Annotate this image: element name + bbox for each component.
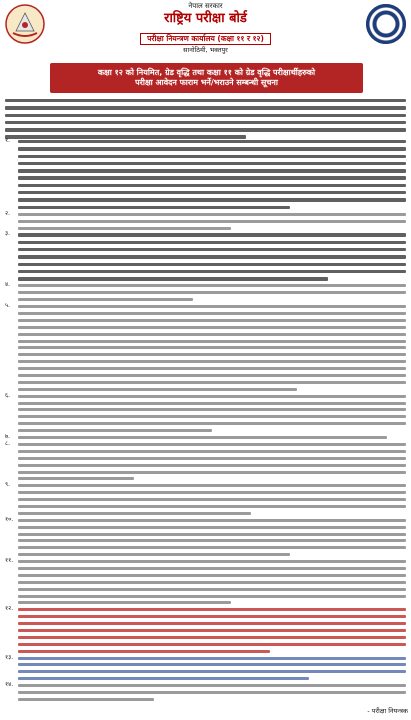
text-line (18, 512, 251, 515)
text-line (18, 429, 212, 432)
item-text (18, 443, 406, 480)
notice-item (5, 439, 406, 480)
text-line (18, 184, 406, 187)
text-line (18, 670, 406, 673)
text-line (18, 284, 406, 287)
text-line (18, 298, 193, 301)
text-line (18, 233, 406, 236)
text-line (18, 346, 406, 349)
notice-item (5, 137, 406, 209)
item-number: ३. (5, 230, 11, 238)
office-location: सानोठिमी, भक्तपुर (183, 46, 228, 54)
text-line (5, 128, 406, 131)
text-line (18, 319, 406, 322)
text-line (5, 114, 406, 117)
text-line (18, 220, 406, 223)
header-text (50, 0, 361, 55)
item-text (18, 140, 406, 209)
notice-item (5, 302, 406, 391)
notice-item (5, 481, 406, 515)
text-line (18, 464, 406, 467)
text-line (18, 650, 270, 653)
text-line (18, 553, 290, 556)
notice-items (5, 137, 406, 705)
item-text (18, 213, 406, 230)
item-text (18, 233, 406, 280)
text-line (18, 415, 406, 418)
text-line (18, 291, 406, 294)
text-line (18, 581, 406, 584)
notice-item (5, 605, 406, 652)
notice-item (5, 515, 406, 556)
item-text (18, 436, 406, 439)
govt-label: नेपाल सरकार (188, 2, 223, 10)
item-number: ६. (5, 391, 11, 399)
text-line (18, 147, 406, 150)
text-line (18, 312, 406, 315)
text-line (18, 595, 406, 598)
text-line (18, 241, 406, 244)
text-line (18, 491, 406, 494)
text-line (18, 533, 406, 536)
notice-item (5, 230, 406, 280)
item-number: २. (5, 209, 11, 217)
text-line (18, 395, 406, 398)
text-line (18, 519, 406, 522)
notice-item (5, 681, 406, 701)
text-line (18, 560, 406, 563)
item-number: ११. (5, 557, 14, 565)
text-line (18, 191, 406, 194)
text-line (18, 615, 406, 618)
text-line (18, 353, 406, 356)
item-number: १४. (5, 681, 14, 689)
text-line (18, 388, 297, 391)
text-line (18, 213, 406, 216)
notice-item (5, 209, 406, 230)
office-subtitle: परीक्षा नियन्त्रण कार्यालय (कक्षा ११ र १२) (140, 33, 271, 45)
text-line (18, 443, 406, 446)
signatory: - परीक्षा नियन्त्रक (367, 707, 408, 715)
text-line (18, 629, 406, 632)
notice-header (0, 0, 411, 58)
text-line (18, 663, 406, 666)
text-line (18, 643, 406, 646)
text-line (18, 608, 406, 611)
text-line (18, 277, 328, 280)
text-line (18, 450, 406, 453)
item-number: ५. (5, 302, 11, 310)
text-line (18, 422, 406, 425)
item-number: ८. (5, 439, 11, 447)
text-line (18, 270, 406, 273)
text-line (18, 367, 406, 370)
text-line (18, 381, 406, 384)
item-number: ९. (5, 481, 11, 489)
item-text (18, 484, 406, 515)
text-line (18, 477, 134, 480)
text-line (18, 326, 406, 329)
text-line (5, 99, 406, 102)
text-line (18, 526, 406, 529)
notice-item (5, 433, 406, 441)
item-number: १०. (5, 515, 14, 523)
text-line (18, 169, 406, 172)
text-line (5, 135, 246, 138)
text-line (18, 176, 406, 179)
text-line (18, 333, 406, 336)
notice-item (5, 391, 406, 432)
item-text (18, 284, 406, 301)
text-line (18, 684, 406, 687)
text-line (18, 636, 406, 639)
text-line (18, 436, 387, 439)
text-line (18, 340, 406, 343)
text-line (18, 505, 406, 508)
nepal-emblem-icon (4, 3, 46, 45)
item-text (18, 657, 406, 681)
item-number: ७. (5, 433, 11, 441)
text-line (18, 622, 406, 625)
text-line (18, 691, 406, 694)
notice-item (5, 653, 406, 681)
text-line (18, 374, 406, 377)
board-seal-icon (365, 3, 407, 45)
banner-line-1: कक्षा १२ को नियमित, ग्रेड वृद्धि तथा कक्षा ११ को ग्रेड वृद्धि परीक्षार्थीहरुको (97, 68, 316, 77)
item-text (18, 560, 406, 604)
text-line (18, 162, 406, 165)
text-line (18, 698, 154, 701)
text-line (18, 408, 406, 411)
text-line (18, 601, 231, 604)
text-line (18, 140, 406, 143)
text-line (18, 471, 406, 474)
banner-line-2: परीक्षा आवेदन फाराम भर्ने/भराउने सम्बन्धी सूचना (135, 78, 278, 87)
notice-item (5, 281, 406, 301)
text-line (18, 255, 406, 258)
notice-title-banner (50, 63, 363, 93)
board-title: राष्ट्रिय परीक्षा बोर्ड (164, 11, 247, 26)
item-text (18, 305, 406, 391)
item-number: १३. (5, 653, 14, 661)
text-line (18, 574, 406, 577)
text-line (18, 206, 290, 209)
text-line (18, 227, 231, 230)
notice-intro (5, 99, 406, 143)
item-number: १२. (5, 605, 14, 613)
text-line (5, 106, 406, 109)
text-line (18, 484, 406, 487)
text-line (18, 402, 406, 405)
text-line (18, 567, 406, 570)
item-number: १. (5, 137, 11, 144)
text-line (18, 360, 406, 363)
item-number: ४. (5, 281, 11, 289)
item-text (18, 519, 406, 556)
text-line (18, 498, 406, 501)
text-line (18, 305, 406, 308)
text-line (18, 677, 309, 680)
text-line (18, 155, 406, 158)
item-text (18, 684, 406, 701)
text-line (18, 457, 406, 460)
text-line (18, 263, 406, 266)
item-text (18, 395, 406, 432)
text-line (18, 539, 406, 542)
text-line (18, 546, 406, 549)
text-line (18, 588, 406, 591)
item-text (18, 608, 406, 652)
text-line (18, 657, 406, 660)
notice-item (5, 557, 406, 604)
text-line (18, 198, 406, 201)
text-line (5, 121, 406, 124)
text-line (18, 248, 406, 251)
